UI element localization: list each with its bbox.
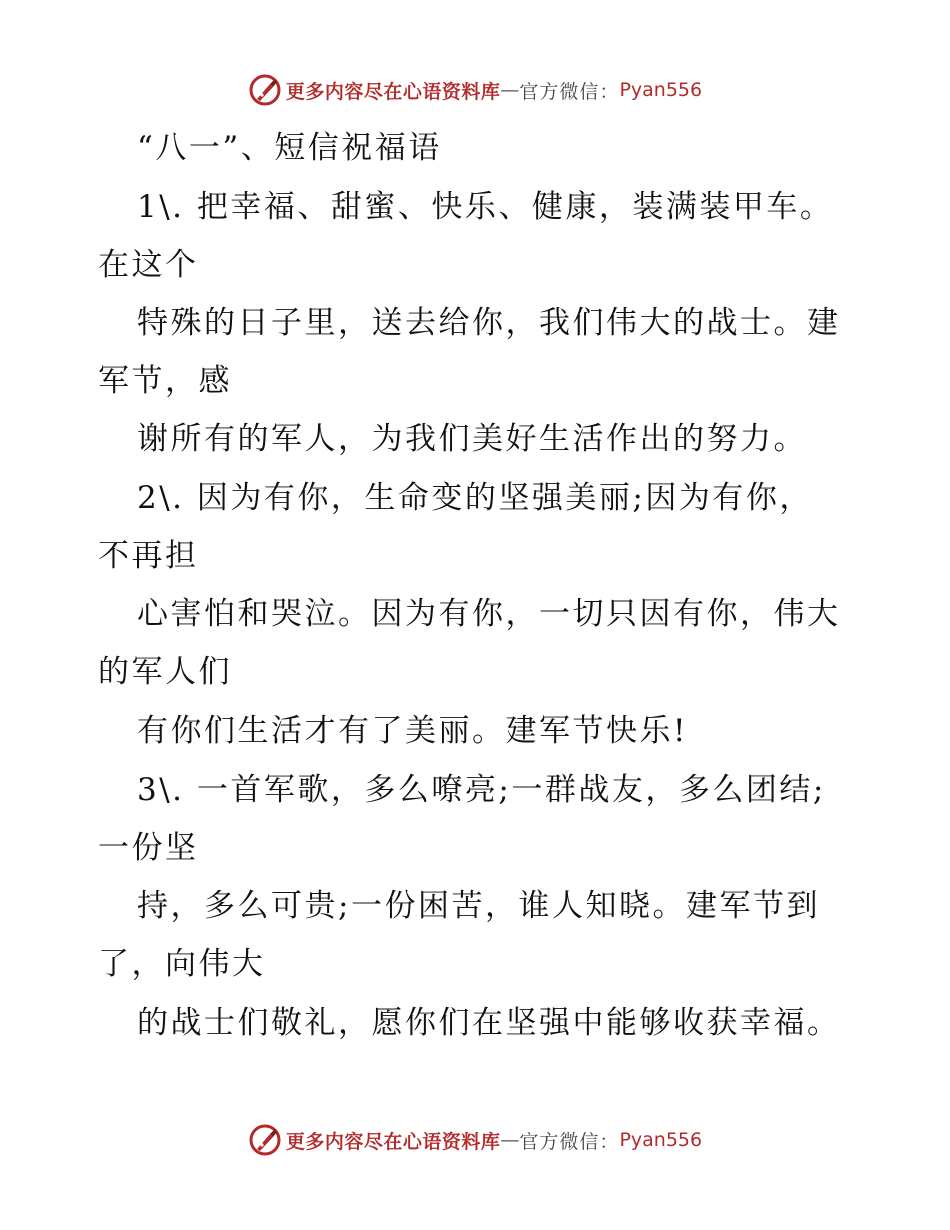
header-watermark-banner xyxy=(0,70,950,110)
footer-watermark-banner xyxy=(0,1120,950,1160)
banner-wechat-id: Pyan556 xyxy=(619,79,703,101)
text-line: 在这个 xyxy=(98,247,199,283)
text-line: 有你们生活才有了美丽。建军节快乐! xyxy=(137,713,688,749)
document-title: “八一”、短信祝福语 xyxy=(137,130,442,166)
banner-separator: — xyxy=(500,1129,520,1151)
text-line: 了，向伟大 xyxy=(98,946,266,982)
banner-main-text: 更多内容尽在心语资料库 xyxy=(285,80,501,103)
banner-wechat-label: 官方微信： xyxy=(519,80,620,103)
pen-logo-icon xyxy=(248,73,282,107)
text-line: 3\. 一首军歌，多么嘹亮;一群战友，多么团结; xyxy=(137,772,826,808)
text-line: 一份坚 xyxy=(98,830,199,866)
text-line: 持，多么可贵;一份困苦，谁人知晓。建军节到 xyxy=(137,888,820,924)
text-line: 军节，感 xyxy=(98,363,232,399)
text-line: 心害怕和哭泣。因为有你，一切只因有你，伟大 xyxy=(137,596,841,632)
text-line: 不再担 xyxy=(98,538,199,574)
text-line: 2\. 因为有你，生命变的坚强美丽;因为有你， xyxy=(137,480,813,516)
text-line: 谢所有的军人，为我们美好生活作出的努力。 xyxy=(137,421,807,457)
text-line: 1\. 把幸福、甜蜜、快乐、健康，装满装甲车。 xyxy=(137,189,834,225)
text-line: 的战士们敬礼，愿你们在坚强中能够收获幸福。 xyxy=(137,1005,841,1041)
banner-wechat-id: Pyan556 xyxy=(619,1129,703,1151)
banner-wechat-label: 官方微信： xyxy=(519,1130,620,1153)
text-line: 的军人们 xyxy=(98,654,232,690)
banner-main-text: 更多内容尽在心语资料库 xyxy=(285,1130,501,1153)
pen-logo-icon xyxy=(248,1123,282,1157)
banner-separator: — xyxy=(500,79,520,101)
text-line: 特殊的日子里，送去给你，我们伟大的战士。建 xyxy=(137,305,841,341)
